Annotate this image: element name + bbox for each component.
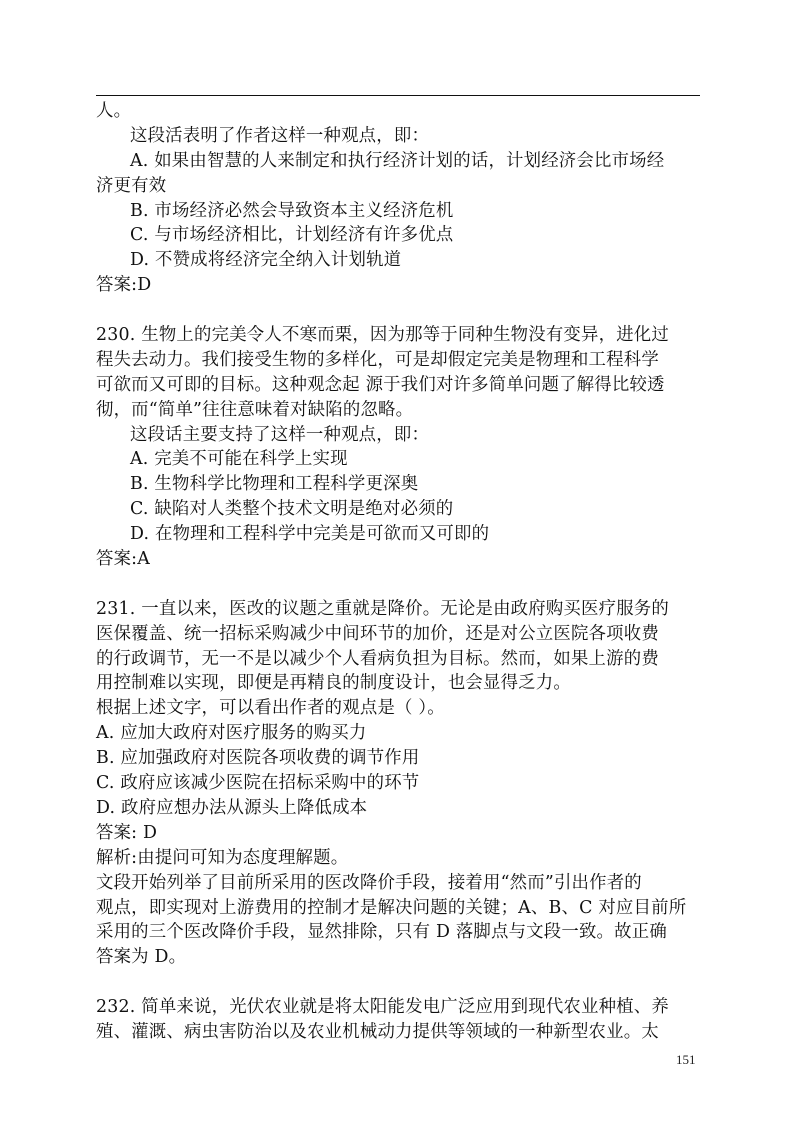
answer-line: 答案:D [96, 275, 152, 296]
question-232 [96, 995, 700, 1045]
option-a: A. 如果由智慧的人来制定和执行经济计划的话，计划经济会比市场经 [130, 150, 665, 171]
option-a: A. 应加大政府对医疗服务的购买力 [96, 723, 367, 744]
option-b: B. 应加强政府对医院各项收费的调节作用 [96, 748, 420, 769]
question-text-line-2: 医保覆盖、统一招标采购减少中间环节的加价，还是对公立医院各项收费 [96, 623, 659, 644]
question-text-line-1: 231. 一直以来，医改的议题之重就是降价。无论是由政府购买医疗服务的 [96, 598, 669, 619]
option-b: B. 市场经济必然会导致资本主义经济危机 [130, 200, 454, 221]
analysis-line-4: 采用的三个医改降价手段，显然排除，只有 D 落脚点与文段一致。故正确 [96, 922, 667, 943]
question-text-line-1: 232. 简单来说，光伏农业就是将太阳能发电广泛应用到现代农业种植、养 [96, 997, 669, 1018]
answer-line: 答案: D [96, 822, 158, 843]
option-c: C. 缺陷对人类整个技术文明是绝对必须的 [130, 499, 454, 520]
question-229 [96, 99, 700, 298]
page-body [96, 99, 700, 1045]
question-text-line-3: 可欲而又可即的目标。这种观念起 源于我们对许多简单问题了解得比较透 [96, 374, 665, 395]
analysis-line-2: 文段开始列举了目前所采用的医改降价手段，接着用“然而”引出作者的 [96, 872, 642, 893]
question-text-line-2: 殖、灌溉、病虫害防治以及农业机械动力提供等领域的一种新型农业。太 [96, 1021, 659, 1042]
option-c: C. 与市场经济相比，计划经济有许多优点 [130, 225, 454, 246]
question-tail-text: 人。 [96, 101, 132, 121]
analysis-line-3: 观点，即实现对上游费用的控制才是解决问题的关键；A、B、C 对应目前所 [96, 897, 687, 918]
analysis-line-5: 答案为 D。 [96, 947, 187, 968]
analysis-line-1: 解析:由提问可知为态度理解题。 [96, 847, 349, 868]
header-rule [96, 95, 700, 96]
question-text-line-2: 程失去动力。我们接受生物的多样化，可是却假定完美是物理和工程科学 [96, 349, 659, 370]
question-230 [96, 323, 700, 572]
option-a-continued: 济更有效 [96, 175, 167, 196]
question-231 [96, 597, 700, 970]
paragraph-gap [96, 298, 700, 323]
question-stem: 这段话主要支持了这样一种观点，即： [130, 424, 430, 445]
question-text-line-1: 230. 生物上的完美令人不寒而栗，因为那等于同种生物没有变异，进化过 [96, 325, 669, 346]
answer-line: 答案:A [96, 549, 150, 570]
question-text-line-3: 的行政调节，无一不是以减少个人看病负担为目标。然而，如果上游的费 [96, 648, 659, 669]
option-d: D. 不赞成将经济完全纳入计划轨道 [130, 250, 402, 271]
option-d: D. 政府应想办法从源头上降低成本 [96, 797, 368, 818]
option-c: C. 政府应该减少医院在招标采购中的环节 [96, 773, 420, 794]
question-text-line-4: 彻，而“简单”往往意味着对缺陷的忽略。 [96, 399, 414, 420]
option-a: A. 完美不可能在科学上实现 [130, 449, 348, 470]
paragraph-gap [96, 970, 700, 995]
question-text-line-4: 用控制难以实现，即便是再精良的制度设计，也会显得乏力。 [96, 673, 571, 694]
option-d: D. 在物理和工程科学中完美是可欲而又可即的 [130, 524, 490, 545]
paragraph-gap [96, 572, 700, 597]
question-stem: 根据上述文字，可以看出作者的观点是（ ）。 [96, 698, 445, 719]
question-stem: 这段活表明了作者这样一种观点，即： [130, 125, 430, 146]
page-number: 151 [676, 1052, 696, 1067]
option-b: B. 生物科学比物理和工程科学更深奥 [130, 474, 419, 495]
